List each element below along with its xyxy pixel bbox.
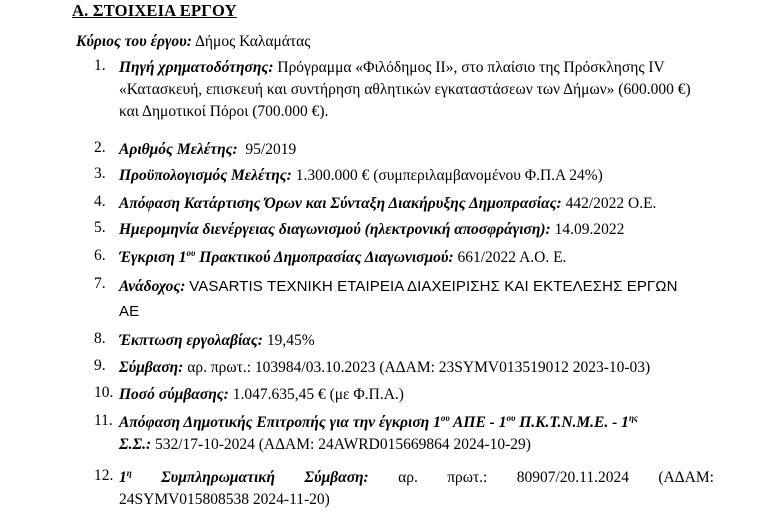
contract-label: Σύμβαση: (119, 359, 184, 376)
funding-line-1: Πρόγραμμα «Φιλόδημος ΙΙ», στο πλαίσιο της Πρόσκλησης IV (277, 59, 665, 76)
study-number-value: 95/2019 (245, 141, 297, 158)
contract-amount-value: 1.047.635,45 € (με Φ.Π.Α.) (232, 386, 404, 403)
project-owner (76, 33, 310, 51)
supplementary-word-2: πρωτ.: (447, 469, 488, 486)
item-number: 9. (94, 357, 106, 374)
supplementary-label-b: Συμπληρωματική (161, 469, 276, 486)
budget-value: 1.300.000 € (συμπεριλαμβανομένου Φ.Π.Α 24%) (295, 167, 603, 184)
item-number: 11. (94, 412, 113, 429)
item-number: 5. (94, 219, 106, 236)
approval-label-sup: ου (186, 248, 196, 258)
contractor-label: Ανάδοχος: (119, 278, 186, 295)
supplementary-word-1: αρ. (398, 469, 418, 486)
committee-label-c: Π.Κ.Τ.Ν.Μ.Ε. - 1 (515, 414, 629, 431)
funding-line-2: «Κατασκευή, επισκευή και συντήρηση αθλητικών εγκαταστάσεων των Δήμων» (600.000 €) (119, 81, 691, 98)
committee-label-a: Απόφαση Δημοτικής Επιτροπής για την έγκριση 1 (119, 414, 441, 431)
item-number: 3. (94, 165, 106, 182)
supplementary-word-4: (ΑΔΑΜ: (658, 469, 714, 486)
contractor-line-2: ΑΕ (119, 303, 140, 320)
contractor-line-1: VASARTIS ΤΕΧΝΙΚΗ ΕΤΑΙΡΕΙΑ ΔΙΑΧΕΙΡΙΣΗΣ ΚΑΙ ΕΚΤΕΛΕΣΗΣ ΕΡΓΩΝ (189, 278, 678, 295)
supplementary-label-c: Σύμβαση: (304, 469, 369, 486)
item-number: 1. (94, 57, 106, 74)
item-number: 12. (94, 467, 114, 484)
committee-sup-1: ου (440, 413, 450, 423)
supplementary-label-a: 1 (119, 469, 127, 486)
terms-decision-value: 442/2022 Ο.Ε. (565, 195, 657, 212)
supplementary-line-2: 24SYMV015808538 2024-11-20) (119, 491, 330, 508)
item-number: 2. (94, 139, 106, 156)
contract-amount-label: Ποσό σύμβασης: (119, 386, 229, 403)
item-number: 10. (94, 384, 114, 401)
committee-label-b: ΑΠΕ - 1 (449, 414, 507, 431)
committee-sup-3: ης (628, 413, 638, 423)
approval-label-b: Πρακτικού Δημοπρασίας Διαγωνισμού: (195, 249, 454, 266)
committee-label-d: Σ.Σ.: (119, 436, 152, 453)
owner-value: Δήμος Καλαμάτας (194, 33, 311, 50)
supplementary-word-3: 80907/20.11.2024 (516, 469, 629, 486)
approval-label-a: Έγκριση 1 (119, 249, 187, 266)
committee-value: 532/17-10-2024 (ΑΔΑΜ: 24AWRD015669864 2024-10-29) (154, 436, 531, 453)
item-number: 4. (94, 193, 106, 210)
tender-date-value: 14.09.2022 (554, 221, 625, 238)
study-number-label: Αριθμός Μελέτης: (119, 141, 238, 158)
terms-decision-label: Απόφαση Κατάρτισης Όρων και Σύνταξη Διακήρυξης Δημοπρασίας: (119, 195, 562, 212)
tender-date-label: Ημερομηνία διενέργειας διαγωνισμού (ηλεκτρονική αποσφράγιση): (119, 221, 551, 238)
funding-label: Πηγή χρηματοδότησης: (119, 59, 274, 76)
funding-line-3: και Δημοτικοί Πόροι (700.000 €). (119, 103, 329, 120)
supplementary-sup: η (126, 468, 132, 478)
section-heading: Α. ΣΤΟΙΧΕΙΑ ΕΡΓΟΥ (72, 1, 237, 20)
budget-label: Προϋπολογισμός Μελέτης: (119, 167, 292, 184)
item-number: 8. (94, 330, 106, 347)
owner-label: Κύριος του έργου: (76, 33, 192, 50)
item-number: 6. (94, 247, 106, 264)
discount-value: 19,45% (266, 332, 315, 349)
approval-value: 661/2022 Α.Ο. Ε. (457, 249, 567, 266)
contract-value: αρ. πρωτ.: 103984/03.10.2023 (ΑΔΑΜ: 23SYMV013519012 2023-10-03) (187, 359, 651, 376)
discount-label: Έκπτωση εργολαβίας: (119, 332, 263, 349)
item-number: 7. (94, 275, 106, 292)
committee-sup-2: ου (506, 413, 516, 423)
